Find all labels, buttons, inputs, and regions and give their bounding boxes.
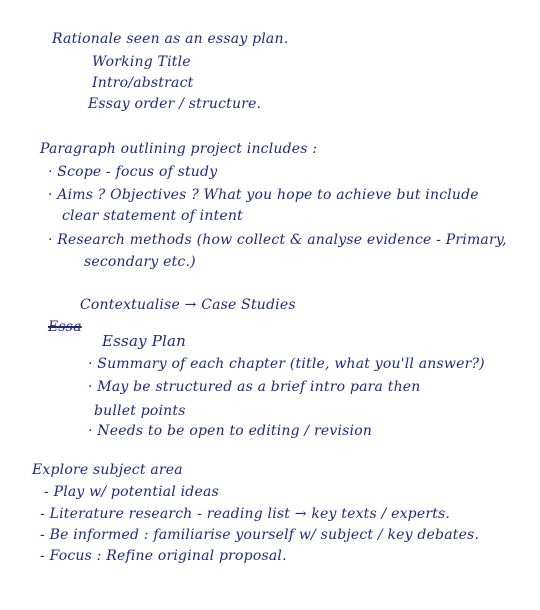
outline-item: secondary etc.): [84, 254, 196, 270]
outline-item: · Aims ? Objectives ? What you hope to achieve but include: [48, 187, 479, 203]
essay-plan-item: · Needs to be open to editing / revision: [88, 423, 373, 439]
contextualise-line: Contextualise → Case Studies: [80, 297, 296, 313]
rationale-item: Intro/abstract: [92, 75, 194, 91]
explore-item: - Literature research - reading list → key texts / experts.: [40, 506, 451, 522]
rationale-item: Working Title: [92, 54, 191, 70]
rationale-heading: Rationale seen as an essay plan.: [52, 31, 289, 47]
explore-item: - Focus : Refine original proposal.: [40, 548, 287, 564]
outline-heading: Paragraph outlining project includes :: [40, 141, 318, 157]
struck-word: Essa: [48, 319, 82, 335]
outline-item: · Scope - focus of study: [48, 164, 218, 180]
essay-plan-item: · Summary of each chapter (title, what you'll answer?): [88, 356, 485, 372]
essay-plan-heading: Essay Plan: [102, 332, 187, 350]
outline-item: · Research methods (how collect & analyse evidence - Primary,: [48, 232, 507, 248]
explore-item: - Be informed : familiarise yourself w/ subject / key debates.: [40, 527, 480, 543]
explore-heading: Explore subject area: [32, 462, 183, 478]
essay-plan-item: bullet points: [94, 403, 186, 419]
explore-item: - Play w/ potential ideas: [44, 484, 219, 500]
outline-item: clear statement of intent: [62, 208, 243, 224]
essay-plan-item: · May be structured as a brief intro para then: [88, 379, 421, 395]
rationale-item: Essay order / structure.: [88, 96, 262, 112]
